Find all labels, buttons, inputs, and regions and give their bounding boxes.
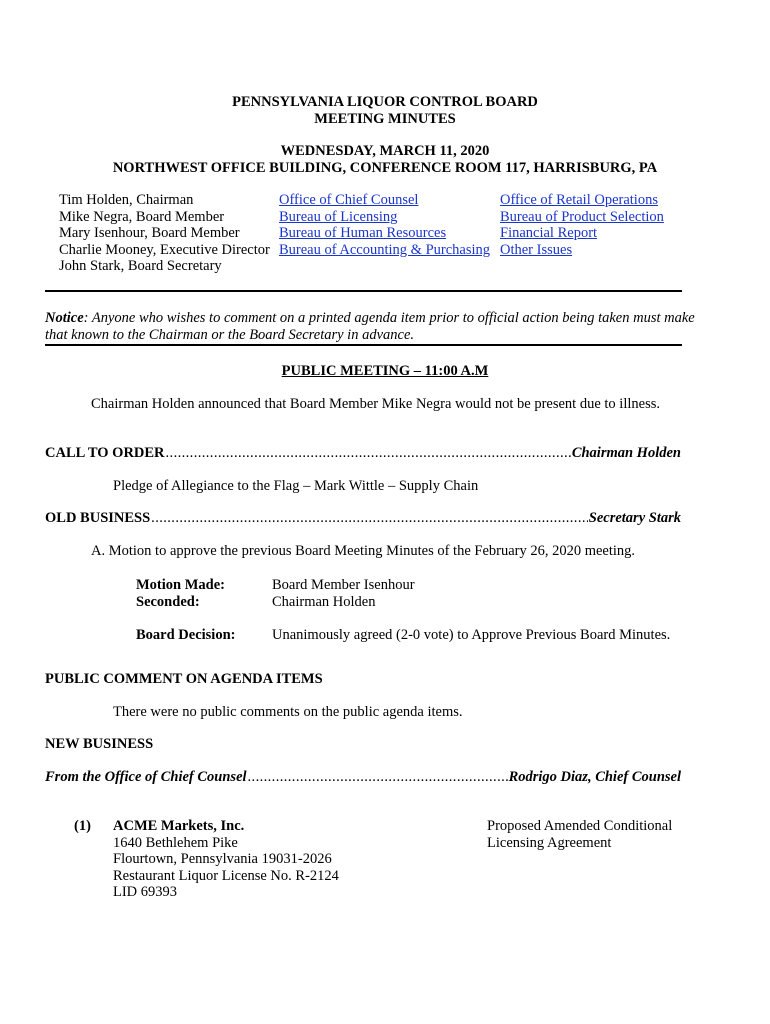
leader-dots [248, 769, 508, 786]
link-office-of-retail-operations[interactable]: Office of Retail Operations [500, 192, 658, 208]
public-meeting-heading: PUBLIC MEETING – 11:00 A.M [281, 363, 489, 379]
licensee-address-2: Flourtown, Pennsylvania 19031-2026 [113, 851, 332, 867]
licensee-block [113, 818, 339, 901]
notice-line-1: Notice: Anyone who wishes to comment on a printed agenda item prior to official action being taken must make [45, 310, 695, 326]
notice-top-rule [45, 290, 682, 292]
member: Tim Holden, Chairman [59, 192, 194, 208]
action-line-2: Licensing Agreement [487, 834, 612, 851]
public-comment-heading: PUBLIC COMMENT ON AGENDA ITEMS [45, 671, 323, 687]
link-financial-report[interactable]: Financial Report [500, 225, 598, 241]
org-title: PENNSYLVANIA LIQUOR CONTROL BOARD [232, 94, 538, 110]
item-action [487, 818, 672, 851]
member: Mary Isenhour, Board Member [59, 225, 240, 241]
links-column-2 [500, 192, 664, 258]
old-business-label: OLD BUSINESS [45, 510, 151, 526]
meeting-location: NORTHWEST OFFICE BUILDING, CONFERENCE ROOM 117, HARRISBURG, PA [112, 160, 658, 176]
leader-dots [166, 445, 571, 462]
meeting-date: WEDNESDAY, MARCH 11, 2020 [280, 143, 490, 159]
link-bureau-of-human-resources[interactable]: Bureau of Human Resources [279, 225, 447, 241]
link-bureau-of-licensing[interactable]: Bureau of Licensing [279, 208, 398, 225]
old-business-item: A. Motion to approve the previous Board Meeting Minutes of the February 26, 2020 meeting. [91, 543, 636, 559]
new-business-heading: NEW BUSINESS [45, 736, 154, 752]
call-to-order-presenter: Chairman Holden [571, 445, 681, 461]
link-office-of-chief-counsel[interactable]: Office of Chief Counsel [279, 192, 419, 208]
members-list [59, 192, 270, 275]
motion-made-value: Board Member Isenhour [272, 577, 415, 593]
chief-counsel-row [45, 769, 681, 786]
links-column-1 [279, 192, 490, 258]
board-decision-value: Unanimously agreed (2-0 vote) to Approve Previous Board Minutes. [272, 627, 671, 643]
lid-number: LID 69393 [113, 884, 178, 900]
member: John Stark, Board Secretary [59, 258, 222, 274]
old-business-presenter: Secretary Stark [588, 510, 681, 526]
license-number: Restaurant Liquor License No. R-2124 [113, 867, 339, 884]
old-business-row [45, 510, 681, 527]
board-decision-label: Board Decision: [136, 627, 236, 643]
announcement: Chairman Holden announced that Board Member Mike Negra would not be present due to illness. [91, 396, 660, 412]
link-bureau-of-accounting-purchasing[interactable]: Bureau of Accounting & Purchasing [279, 241, 491, 258]
action-line-1: Proposed Amended Conditional [487, 818, 673, 834]
motion-made-label: Motion Made: [136, 577, 225, 593]
notice-line-2: that known to the Chairman or the Board Secretary in advance. [45, 327, 415, 343]
member: Charlie Mooney, Executive Director [59, 241, 270, 258]
notice-bottom-rule [45, 344, 682, 346]
link-other-issues[interactable]: Other Issues [500, 241, 573, 258]
licensee-address-1: 1640 Bethlehem Pike [113, 834, 238, 851]
call-to-order-label: CALL TO ORDER [45, 445, 165, 461]
member: Mike Negra, Board Member [59, 208, 225, 225]
item-number: (1) [74, 818, 91, 834]
seconded-value: Chairman Holden [272, 594, 376, 610]
chief-counsel-label: From the Office of Chief Counsel [45, 769, 247, 785]
pledge-text: Pledge of Allegiance to the Flag – Mark Wittle – Supply Chain [113, 478, 479, 494]
doc-type: MEETING MINUTES [314, 111, 456, 127]
seconded-label: Seconded: [136, 594, 200, 610]
notice-label: Notice [45, 310, 84, 326]
link-bureau-of-product-selection[interactable]: Bureau of Product Selection [500, 208, 664, 225]
licensee-name: ACME Markets, Inc. [113, 818, 245, 834]
public-comment-text: There were no public comments on the public agenda items. [113, 704, 463, 720]
chief-counsel-presenter: Rodrigo Diaz, Chief Counsel [508, 769, 681, 785]
leader-dots [151, 510, 588, 527]
call-to-order-row [45, 445, 681, 462]
